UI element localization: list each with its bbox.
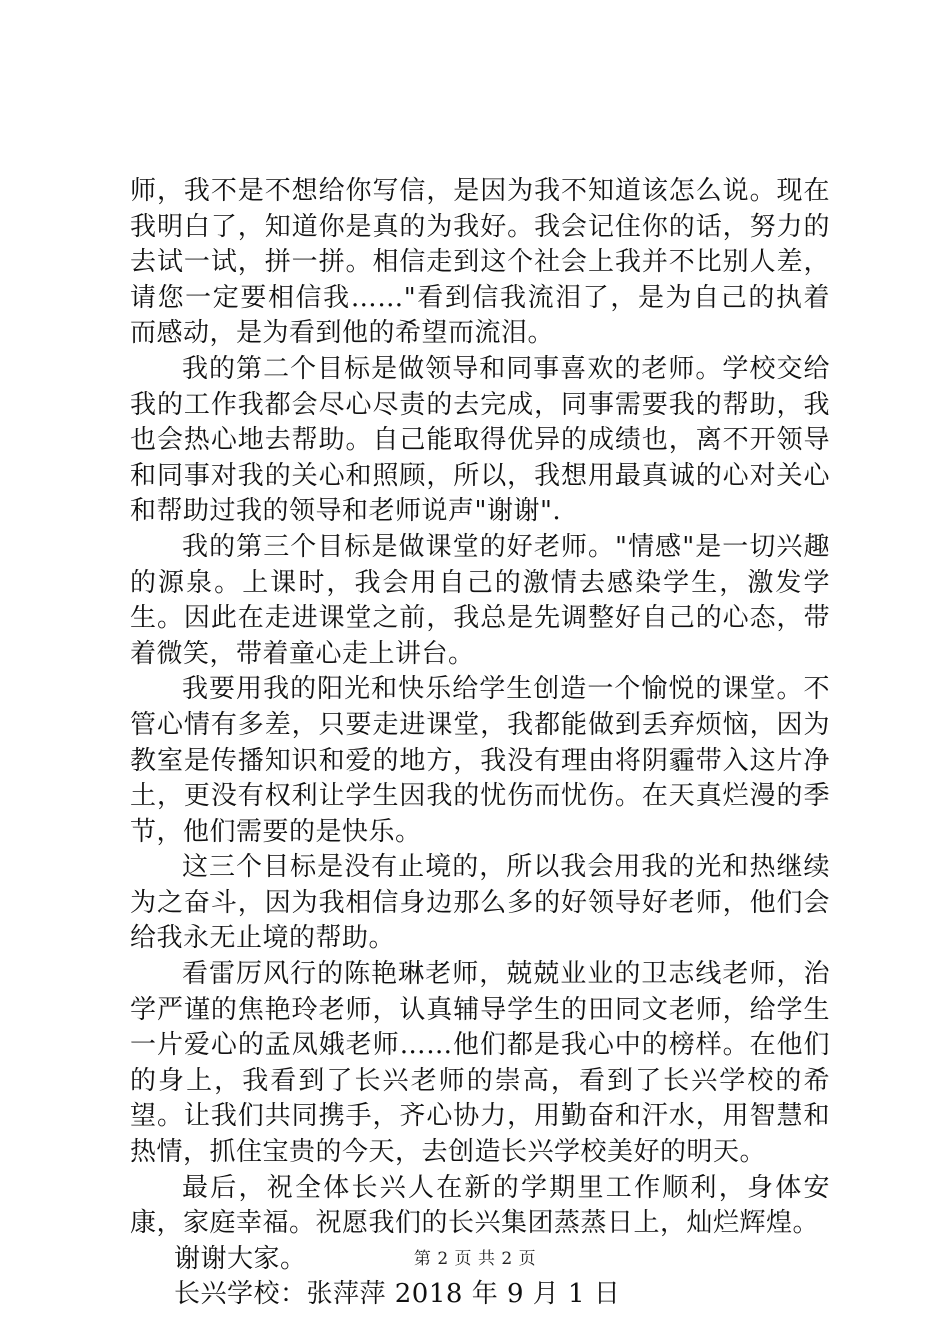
paragraph-endless-goals: 这三个目标是没有止境的，所以我会用我的光和热继续为之奋斗，因为我相信身边那么多的好领导好老师，他们会给我永无止境的帮助。 [130, 852, 830, 954]
paragraph-signature: 长兴学校：张萍萍 2018 年 9 月 1 日 [174, 1279, 621, 1310]
document-body [130, 174, 830, 1313]
paragraph-third-goal: 我的第三个目标是做课堂的好老师。"情感"是一切兴趣的源泉。上课时，我会用自己的激情去感染学生，激发学生。因此在走进课堂之前，我总是先调整好自己的心态，带着微笑，带着童心走上讲台。 [130, 531, 830, 669]
paragraph-happy-classroom: 我要用我的阳光和快乐给学生创造一个愉悦的课堂。不管心情有多差，只要走进课堂，我都能做到丢弃烦恼，因为教室是传播知识和爱的地方，我没有理由将阴霾带入这片净土，更没有权利让学生因我的忧伤而忧伤。在天真烂漫的季节，他们需要的是快乐。 [130, 674, 830, 847]
paragraph-thanks: 谢谢大家。 [174, 1243, 307, 1274]
paragraph-second-goal: 我的第二个目标是做领导和同事喜欢的老师。学校交给我的工作我都会尽心尽责的去完成，同事需要我的帮助，我也会热心地去帮助。自己能取得优异的成绩也，离不开领导和同事对我的关心和照顾，所以，我想用最真诚的心对关心和帮助过我的领导和老师说声"谢谢". [130, 353, 830, 527]
paragraph-closing-wishes: 最后，祝全体长兴人在新的学期里工作顺利，身体安康，家庭幸福。祝愿我们的长兴集团蒸蒸日上，灿烂辉煌。 [130, 1172, 830, 1239]
paragraph-role-models: 看雷厉风行的陈艳琳老师，兢兢业业的卫志线老师，治学严谨的焦艳玲老师，认真辅导学生的田同文老师，给学生一片爱心的孟凤娥老师……他们都是我心中的榜样。在他们的身上，我看到了长兴老师的崇高，看到了长兴学校的希望。让我们共同携手，齐心协力，用勤奋和汗水，用智慧和热情，抓住宝贵的今天，去创造长兴学校美好的明天。 [130, 959, 830, 1168]
page-number-footer: 第 2 页 共 2 页 [413, 1249, 537, 1269]
paragraph-letter-continuation: 师，我不是不想给你写信，是因为我不知道该怎么说。现在我明白了，知道你是真的为我好。我会记住你的话，努力的去试一试，拼一拼。相信走到这个社会上我并不比别人差，请您一定要相信我……"看到信我流泪了，是为自己的执着而感动，是为看到他的希望而流泪。 [130, 176, 830, 349]
